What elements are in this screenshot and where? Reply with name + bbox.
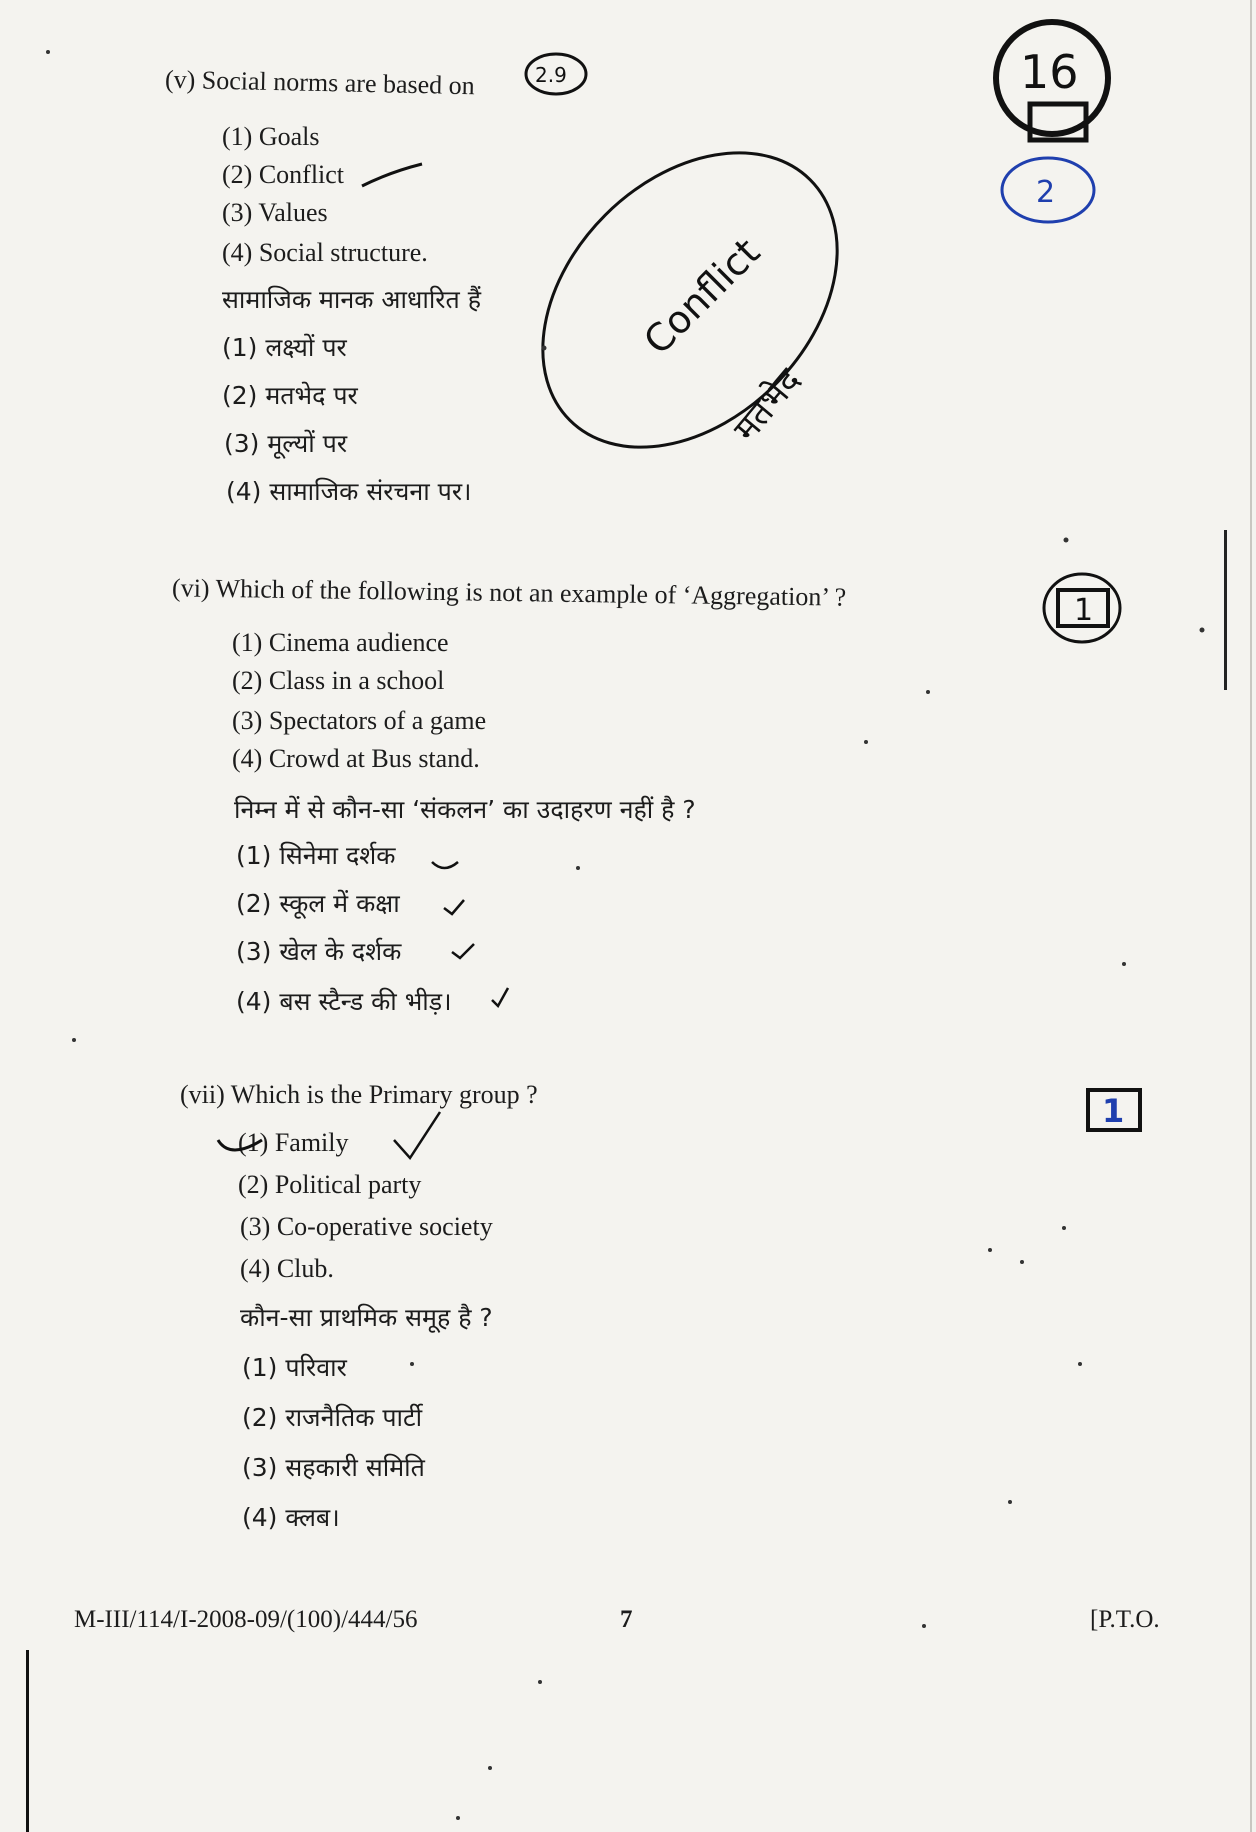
question-vi-option-hi-2: (2) स्कूल में कक्षा [236, 889, 400, 918]
question-vi-option-en-2: (2) Class in a school [232, 666, 445, 695]
check-mark-icon [362, 164, 422, 186]
question-vii-option-en-1: (1) Family [238, 1128, 349, 1157]
footer-page-number: 7 [620, 1606, 633, 1633]
question-v-label: (v) Social norms are based on [164, 64, 476, 101]
question-v-option-en-4: (4) Social structure. [222, 238, 428, 267]
question-v-option-hi-3: (3) मूल्यों पर [224, 429, 348, 458]
question-v-option-hi-4: (4) सामाजिक संरचना पर। [226, 477, 472, 506]
check-mark-icon [452, 944, 474, 958]
question-vi-option-hi-1: (1) सिनेमा दर्शक [236, 841, 396, 870]
question-vii-label: (vii) Which is the Primary group ? [180, 1080, 538, 1109]
binding-edge [26, 1650, 29, 1832]
question-v-option-hi-1: (1) लक्ष्यों पर [222, 333, 347, 362]
question-v-option-en-3: (3) Values [222, 198, 328, 227]
small-circled-note [526, 54, 586, 94]
question-vi-option-hi-3: (3) खेल के दर्शक [236, 937, 402, 966]
question-vii-score-mark [1088, 1090, 1140, 1130]
margin-pen-line [1224, 530, 1227, 690]
question-vi-score-mark [1044, 574, 1120, 642]
question-vii-option-hi-3: (3) सहकारी समिति [242, 1453, 425, 1482]
question-vi-option-en-3: (3) Spectators of a game [232, 706, 487, 735]
question-vii-option-hi-4: (4) क्लब। [242, 1503, 340, 1532]
check-mark-icon [444, 900, 464, 914]
question-vi-stem-hi: निम्न में से कौन-सा ‘संकलन’ का उदाहरण नहीं है ? [234, 795, 696, 824]
question-vi-label: (vi) Which of the following is not an example of ‘Aggregation’ ? [171, 573, 847, 612]
blue-circled-mark-text: 2 [1036, 175, 1056, 210]
question-vii-stem-hi: कौन-सा प्राथमिक समूह है ? [240, 1303, 493, 1332]
oval-text-conflict: Conflict [635, 229, 769, 363]
oval-text-matbhed: मतभेद [725, 361, 810, 450]
total-marks-circle [996, 22, 1108, 140]
question-vii-option-en-2: (2) Political party [238, 1170, 422, 1199]
footer-pto: [P.T.O. [1090, 1606, 1160, 1633]
check-mark-icon [432, 862, 458, 868]
check-mark-icon [492, 988, 508, 1006]
page-edge [1250, 0, 1252, 1832]
question-v-stem-hi: सामाजिक मानक आधारित हैं [222, 285, 481, 314]
question-vii-option-hi-1: (1) परिवार [242, 1353, 347, 1382]
small-circled-note-text: 2.9 [535, 63, 567, 87]
total-marks-text: 16 [1020, 45, 1079, 99]
question-vi-option-hi-4: (4) बस स्टैन्ड की भीड़। [236, 987, 452, 1016]
check-mark-icon [394, 1112, 440, 1158]
question-v-option-en-2: (2) Conflict [222, 160, 345, 189]
question-vi-option-en-4: (4) Crowd at Bus stand. [232, 744, 480, 773]
question-v-option-en-1: (1) Goals [222, 122, 320, 151]
blue-circled-mark [1002, 158, 1094, 222]
answer-oval [485, 95, 895, 505]
question-vii-option-en-3: (3) Co-operative society [240, 1212, 493, 1241]
question-vi-option-en-1: (1) Cinema audience [232, 628, 449, 657]
question-vi-score-text: 1 [1074, 593, 1094, 628]
question-vii-option-en-4: (4) Club. [240, 1254, 334, 1283]
question-v-option-hi-2: (2) मतभेद पर [222, 381, 358, 410]
question-vii-option-hi-2: (2) राजनैतिक पार्टी [242, 1403, 423, 1432]
footer-paper-code: M-III/114/I-2008-09/(100)/444/56 [74, 1606, 418, 1633]
page-specks [46, 50, 1205, 1820]
question-vii-score-text: 1 [1102, 1092, 1125, 1130]
